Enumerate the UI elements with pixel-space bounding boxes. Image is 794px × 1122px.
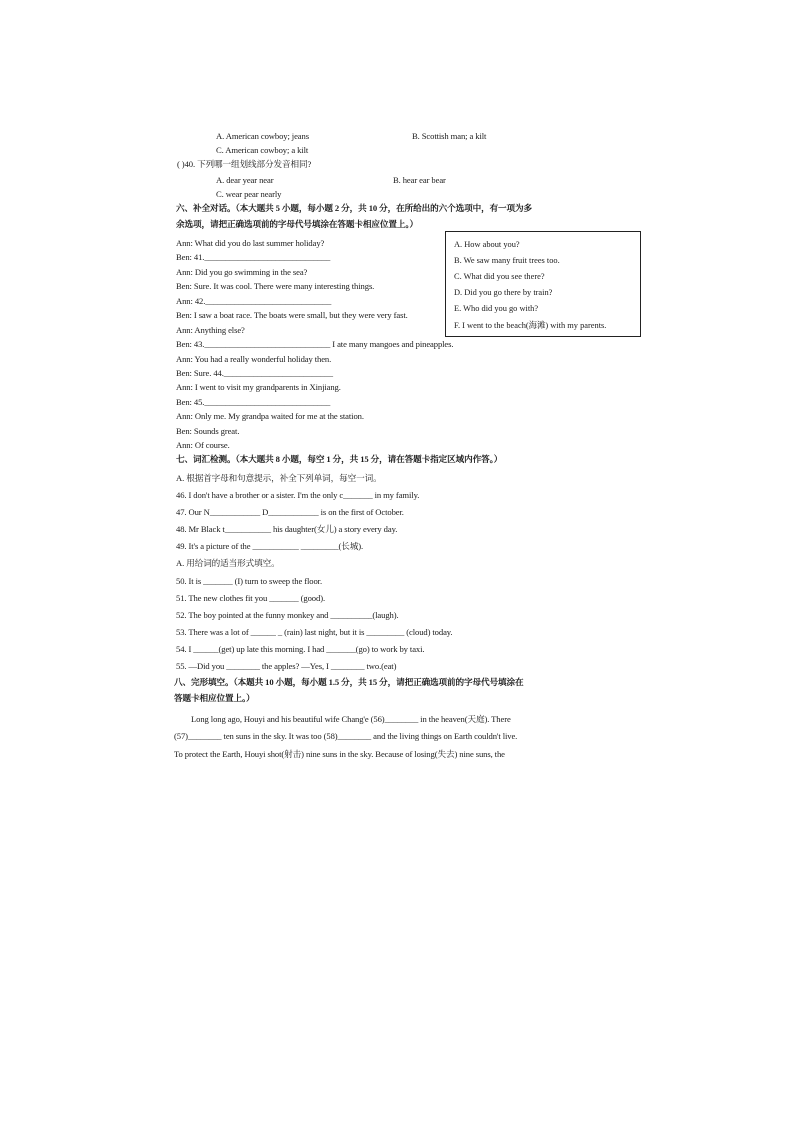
- section6-title: 六、补全对话。（本大题共 5 小题，每小题 2 分，共 10 分，在所给出的六个选项中，有一项为多: [176, 203, 533, 213]
- question-54: 54. I ______(get) up late this morning. I had _______(go) to work by taxi.: [176, 644, 425, 654]
- section7-part-a: A. 根据首字母和句意提示，补全下列单词，每空一词。: [176, 473, 382, 483]
- cloze-paragraph-line: Long long ago, Houyi and his beautiful wife Chang'e (56)________ in the heaven(天庭). There: [191, 714, 511, 724]
- dialogue-option-e: E. Who did you go with?: [454, 304, 539, 313]
- question-55: 55. —Did you ________ the apples? —Yes, I ________ two.(eat): [176, 661, 397, 671]
- section7-part-b: A. 用给词的适当形式填空。: [176, 558, 280, 568]
- dialogue-option-d: D. Did you go there by train?: [454, 288, 553, 297]
- q40-option-a: A. dear year near: [216, 175, 274, 185]
- dialogue-line: Ben: I saw a boat race. The boats were small, but they were very fast.: [176, 310, 408, 320]
- question-52: 52. The boy pointed at the funny monkey and __________(laugh).: [176, 610, 399, 620]
- question-53: 53. There was a lot of ______ _ (rain) last night, but it is _________ (cloud) today.: [176, 627, 453, 637]
- dialogue-line: Ann: Did you go swimming in the sea?: [176, 267, 308, 277]
- question-47: 47. Our N____________ D____________ is on the first of October.: [176, 507, 404, 517]
- section8-title: 八、完形填空。（本题共 10 小题，每小题 1.5 分，共 15 分，请把正确选项前的字母代号填涂在: [174, 677, 524, 687]
- dialogue-line: Ben: Sure. It was cool. There were many interesting things.: [176, 281, 375, 291]
- dialogue-line: Ben: 43.______________________________ I ate many mangoes and pineapples.: [176, 339, 454, 349]
- question-46: 46. I don't have a brother or a sister. I'm the only c_______ in my family.: [176, 490, 420, 500]
- dialogue-line: Ben: 41.______________________________: [176, 252, 331, 262]
- q40-option-b: B. hear ear bear: [393, 175, 446, 185]
- cloze-paragraph-line: To protect the Earth, Houyi shot(射击) nine suns in the sky. Because of losing(失去) nine suns, the: [174, 749, 505, 759]
- section6-title-cont: 余选项，请把正确选项前的字母代号填涂在答题卡相应位置上。）: [176, 219, 419, 229]
- question-49: 49. It's a picture of the ___________ _________(长城).: [176, 541, 364, 551]
- question-48: 48. Mr Black t___________ his daughter(女儿) a story every day.: [176, 524, 398, 534]
- section7-title: 七、词汇检测。（本大题共 8 小题，每空 1 分，共 15 分，请在答题卡指定区域内作答。）: [176, 454, 503, 464]
- dialogue-line: Ann: Anything else?: [176, 325, 245, 335]
- question-50: 50. It is _______ (I) turn to sweep the floor.: [176, 576, 323, 586]
- dialogue-option-c: C. What did you see there?: [454, 272, 545, 281]
- dialogue-line: Ben: Sure. 44.__________________________: [176, 368, 333, 378]
- dialogue-line: Ann: Only me. My grandpa waited for me at the station.: [176, 411, 364, 421]
- dialogue-line: Ben: 45.______________________________: [176, 397, 331, 407]
- question-51: 51. The new clothes fit you _______ (good).: [176, 593, 326, 603]
- dialogue-line: Ann: I went to visit my grandparents in Xinjiang.: [176, 382, 341, 392]
- dialogue-line: Ann: 42.______________________________: [176, 296, 332, 306]
- dialogue-options-box: [445, 231, 641, 337]
- dialogue-line: Ann: Of course.: [176, 440, 230, 450]
- section8-title-cont: 答题卡相应位置上。）: [174, 693, 255, 703]
- dialogue-line: Ben: Sounds great.: [176, 426, 240, 436]
- cloze-paragraph-line: (57)________ ten suns in the sky. It was too (58)________ and the living things on Earth couldn't live.: [174, 731, 518, 741]
- q40-option-c: C. wear pear nearly: [216, 189, 282, 199]
- dialogue-option-a: A. How about you?: [454, 240, 520, 249]
- q39-option-b: B. Scottish man; a kilt: [412, 131, 487, 141]
- dialogue-line: Ann: What did you do last summer holiday?: [176, 238, 325, 248]
- q39-option-a: A. American cowboy; jeans: [216, 131, 309, 141]
- q40-stem: ( )40. 下列哪一组划线部分发音相同?: [177, 159, 312, 169]
- dialogue-option-f: F. I went to the beach(海滩) with my parents.: [454, 321, 607, 330]
- dialogue-option-b: B. We saw many fruit trees too.: [454, 256, 560, 265]
- q39-option-c: C. American cowboy; a kilt: [216, 145, 309, 155]
- dialogue-line: Ann: You had a really wonderful holiday then.: [176, 354, 332, 364]
